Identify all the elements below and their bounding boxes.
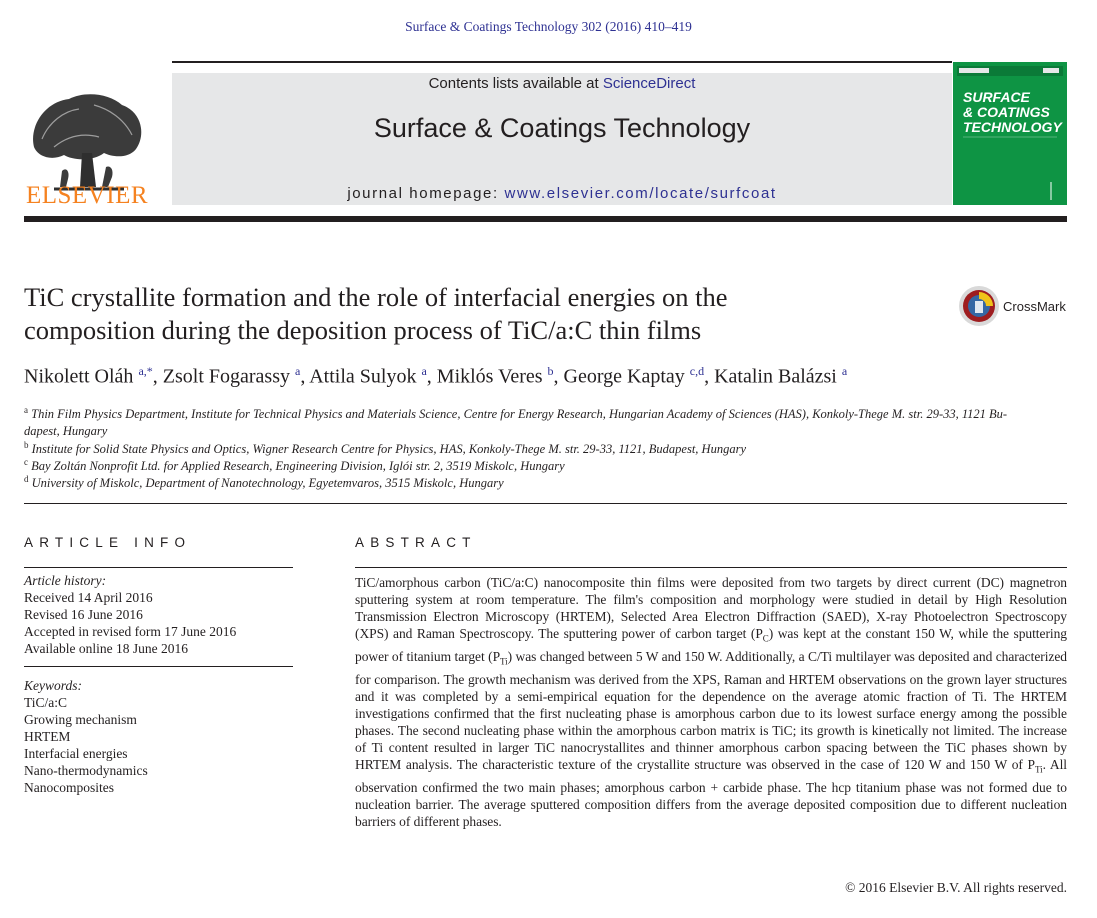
journal-cover-art	[953, 62, 1067, 205]
author-separator: ,	[152, 365, 163, 388]
journal-citation[interactable]: Surface & Coatings Technology 302 (2016) 410–419	[405, 19, 692, 34]
affiliation-text: University of Miskolc, Department of Nanotechnology, Egyetemvaros, 3515 Miskolc, Hungary	[31, 476, 504, 491]
subscript: C	[762, 633, 769, 644]
author-name[interactable]: Katalin Balázsi	[714, 365, 842, 388]
subscript: Ti	[500, 656, 508, 667]
author-separator: ,	[553, 365, 564, 388]
author-separator: ,	[300, 365, 310, 388]
affiliation-text-cont: dapest, Hungary	[24, 424, 108, 439]
section-divider	[24, 503, 1067, 504]
affiliation-letter: d	[24, 474, 29, 484]
author-name[interactable]: Zsolt Fogarassy	[162, 365, 295, 388]
abstract-heading: ABSTRACT	[355, 535, 477, 550]
abstract-text-part: TiC/amorphous carbon (TiC/a:C) nanocomposite thin films were deposited from two targets by direct current (DC) magnetron sputtering system at room temperature. The film's composition and morphology were studied in detail by High Resolution Transmission Electron Microscopy (HRTEM), Selected Area Electron Diffraction (SAED), X-ray Photoelectron Spectroscopy (XPS) and Raman Spectroscopy. The sputtering power of carbon target (P	[355, 575, 1067, 642]
author-list	[24, 364, 847, 389]
abstract-text-part: ) was changed between 5 W and 150 W. Additionally, a C/Ti multilayer was deposited and characterized for comparison. The growth mechanism was derived from the XPS, Raman and HRTEM observations on the grown layer structures and it was completed by a semi-empirical equation for the dependence on the average atomic fraction of Ti. The HRTEM investigations confirmed that the first nucleating phase is amorphous carbon due to its lowest surface energy among the possible phases. The second nucleating phase within the amorphous carbon matrix is TiC; its growth is kinetically not limited. The increase of Ti content resulted in larger TiC nanocrystallites and thinner amorphous carbon spacing between the TiC phases shown by HRTEM analysis. The characteristic texture of the crystallite structure was observed in the case of 120 W and 150 W of P	[355, 649, 1067, 773]
subscript: Ti	[1035, 765, 1043, 775]
journal-title: Surface & Coatings Technology	[373, 113, 751, 143]
abstract-text-part: ) was kept at the constant 150 W, while the sputtering power of titanium target (P	[355, 626, 1067, 665]
affiliation-text: Bay Zoltán Nonprofit Ltd. for Applied Research, Engineering Division, Iglói str. 2, 3519 Miskolc, Hungary	[31, 459, 565, 474]
contents-available-line	[172, 75, 952, 92]
article-title-line2: composition during the deposition process of TiC/a:C thin films	[24, 315, 702, 345]
journal-homepage-line	[172, 185, 952, 202]
affiliation-letter: b	[24, 440, 29, 450]
cover-title-line2: & COATINGS	[963, 104, 1050, 120]
author-name[interactable]: Attila Sulyok	[309, 365, 422, 388]
author-affil-marker[interactable]: b	[547, 364, 554, 378]
author-name[interactable]: Miklós Veres	[436, 365, 548, 388]
cover-title-line1: SURFACE	[963, 89, 1030, 105]
affiliation-letter: a	[24, 405, 28, 415]
keyword-item: Nano-thermodynamics	[24, 763, 148, 778]
contents-prefix: Contents lists available at	[428, 75, 603, 92]
elsevier-wordmark: ELSEVIER	[25, 182, 149, 209]
history-received: Received 14 April 2016	[24, 590, 153, 605]
article-history-label: Article history:	[24, 573, 107, 588]
keyword-item: TiC/a:C	[24, 695, 68, 710]
keyword-item: HRTEM	[24, 729, 71, 744]
history-accepted: Accepted in revised form 17 June 2016	[24, 624, 237, 639]
affiliation-d	[24, 471, 1067, 492]
author-name[interactable]: George Kaptay	[563, 365, 690, 388]
keyword-item: Growing mechanism	[24, 712, 137, 727]
article-info-rule	[24, 666, 293, 667]
crossmark-label[interactable]: CrossMark	[1003, 299, 1066, 314]
author-name[interactable]: Nikolett Oláh	[24, 365, 139, 388]
cover-title-line3: TECHNOLOGY	[963, 119, 1062, 135]
affiliation-letter: c	[24, 457, 28, 467]
author-separator: ,	[704, 365, 715, 388]
history-revised: Revised 16 June 2016	[24, 607, 143, 622]
journal-cover-image[interactable]	[953, 62, 1067, 205]
affiliation-text: Thin Film Physics Department, Institute for Technical Physics and Materials Science, Centre for Energy Research, Hungarian Academy of Sciences (HAS), Konkoly-Thege M. str. 29-33, 1121 Bu-	[31, 407, 1008, 422]
article-title-line1: TiC crystallite formation and the role of interfacial energies on the	[24, 282, 728, 312]
sciencedirect-link[interactable]: ScienceDirect	[602, 75, 696, 92]
author-affil-marker[interactable]: a,*	[138, 364, 153, 378]
keyword-item: Nanocomposites	[24, 780, 114, 795]
affiliation-a	[24, 402, 1067, 440]
header-bottom-rule	[24, 216, 1067, 222]
crossmark-icon[interactable]	[958, 285, 1000, 327]
header-top-rule	[172, 61, 952, 63]
copyright-notice: © 2016 Elsevier B.V. All rights reserved.	[845, 880, 1067, 895]
keywords-label: Keywords:	[24, 678, 82, 693]
author-affil-marker[interactable]: a	[294, 364, 301, 378]
author-separator: ,	[426, 365, 437, 388]
affiliation-text: Institute for Solid State Physics and Optics, Wigner Research Centre for Physics, HAS, Konkoly-Thege M. str. 29-33, 1121, Budapest, Hungary	[31, 442, 746, 457]
journal-homepage-link[interactable]: www.elsevier.com/locate/surfcoat	[504, 185, 777, 202]
article-info-rule	[24, 567, 293, 568]
keyword-item: Interfacial energies	[24, 746, 128, 761]
author-affil-marker[interactable]: c,d	[689, 364, 705, 378]
article-info-heading: ARTICLE INFO	[24, 535, 192, 550]
article-title	[24, 281, 924, 347]
author-affil-marker[interactable]: a	[841, 364, 848, 378]
homepage-prefix: journal homepage:	[347, 185, 505, 202]
abstract-text-part: . All observation confirmed the two main phases; amorphous carbon + carbide phase. The hcp titanium phase was not formed due to nucleation barrier. The average sputtered composition differs from the average deposited composition due to different nucleation barriers of different phases.	[355, 757, 1067, 830]
abstract-rule	[355, 567, 1067, 568]
abstract-body	[355, 574, 1067, 830]
author-affil-marker[interactable]: a	[421, 364, 427, 378]
history-online: Available online 18 June 2016	[24, 641, 188, 656]
